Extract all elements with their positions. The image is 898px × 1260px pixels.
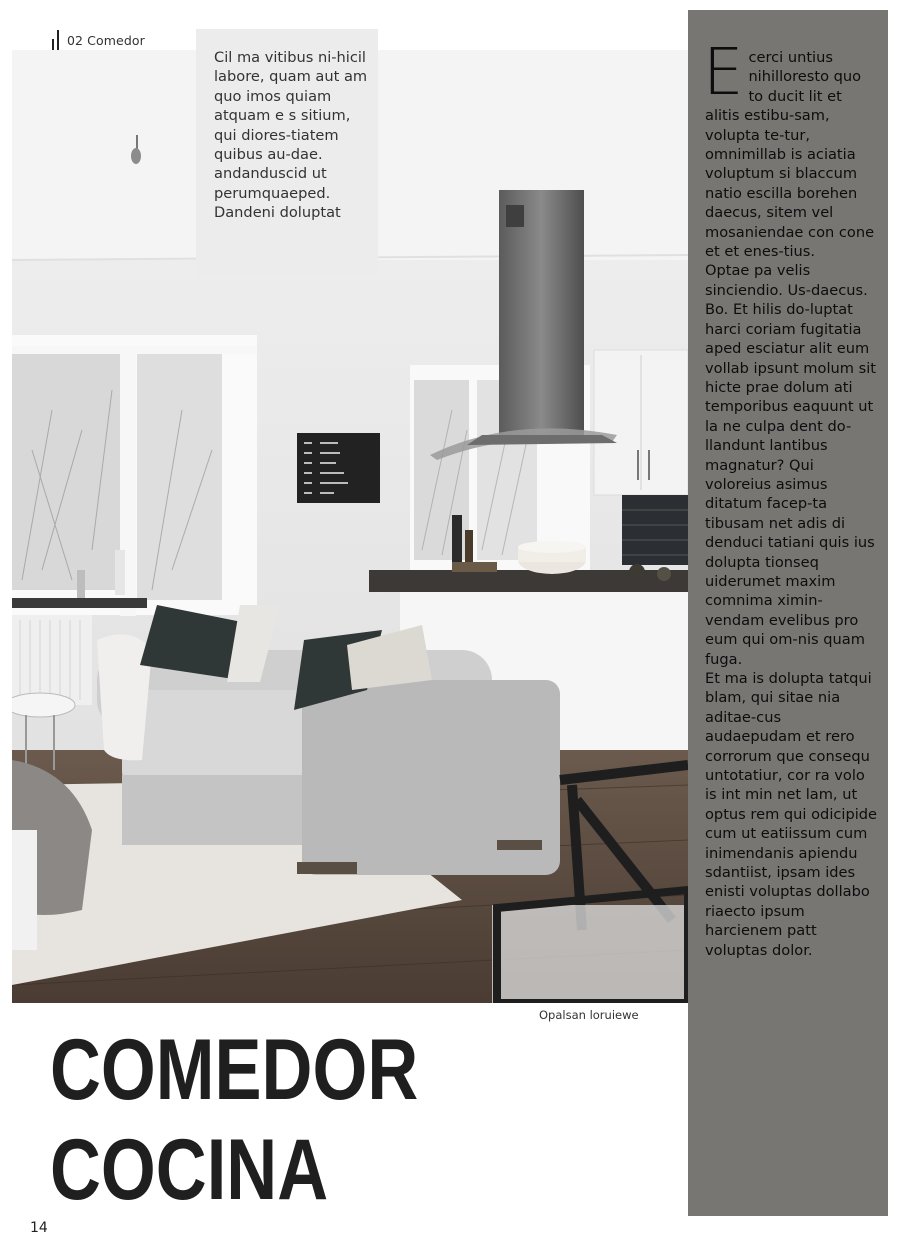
intro-text: Cil ma vitibus ni-hicil labore, quam aut am quo imos quiam atquam e s sitium, qui diores-tiatem quibus au-dae. andanduscid ut perumquaeped. Dandeni doluptat xyxy=(214,49,368,222)
intro-text-box xyxy=(196,29,378,276)
section-label: 02 Comedor xyxy=(67,32,145,48)
side-text-column xyxy=(688,10,888,1216)
section-tag xyxy=(52,30,145,50)
title-line-1: COMEDOR xyxy=(50,1022,419,1118)
page-number: 14 xyxy=(30,1220,48,1236)
side-paragraph-1: cerci untius nihilloresto quo to ducit lit et alitis estibu-sam, volupta te-tur, omnimillab is aciatia voluptum si blaccum natio escilla borehen daecus, sitem vel mosaniendae con cone et et enes-tius. xyxy=(705,49,875,261)
photo-caption: Opalsan loruiewe xyxy=(539,1008,639,1022)
drop-cap: E xyxy=(703,36,744,110)
section-bars-icon xyxy=(52,30,59,50)
page-title xyxy=(50,1020,418,1220)
side-paragraph-3: Bo. Et hilis do-luptat harci coriam fugitatia aped esciatur alit eum vollab ipsunt molum sit hicte prae dolum ati temporibus eaquunt ut la ne culpa dent do-llandunt lantibus magnatur? Qui voloreius asimus ditatum facep-ta tibusam net adis di denduci tatiani quis ius dolupta tionseq uiderumet maxim comnima ximin-vendam evelibus pro eum qui om-nis quam fuga. xyxy=(705,301,876,668)
title-line-2: COCINA xyxy=(50,1122,329,1218)
side-paragraph-2: Optae pa velis sinciendio. Us-daecus. xyxy=(705,262,868,299)
side-paragraph-4: Et ma is dolupta tatqui blam, qui sitae nia aditae-cus audaepudam et rero corrorum que consequ untotatiur, cor ra volo is int min net lam, ut optus rem qui odicipide cum ut eatiissum cum inimendanis apiendu sdantiist, ipsam ides enisti voluptas dollabo riaecto ipsum harcienem patt voluptas dolor. xyxy=(705,670,878,959)
